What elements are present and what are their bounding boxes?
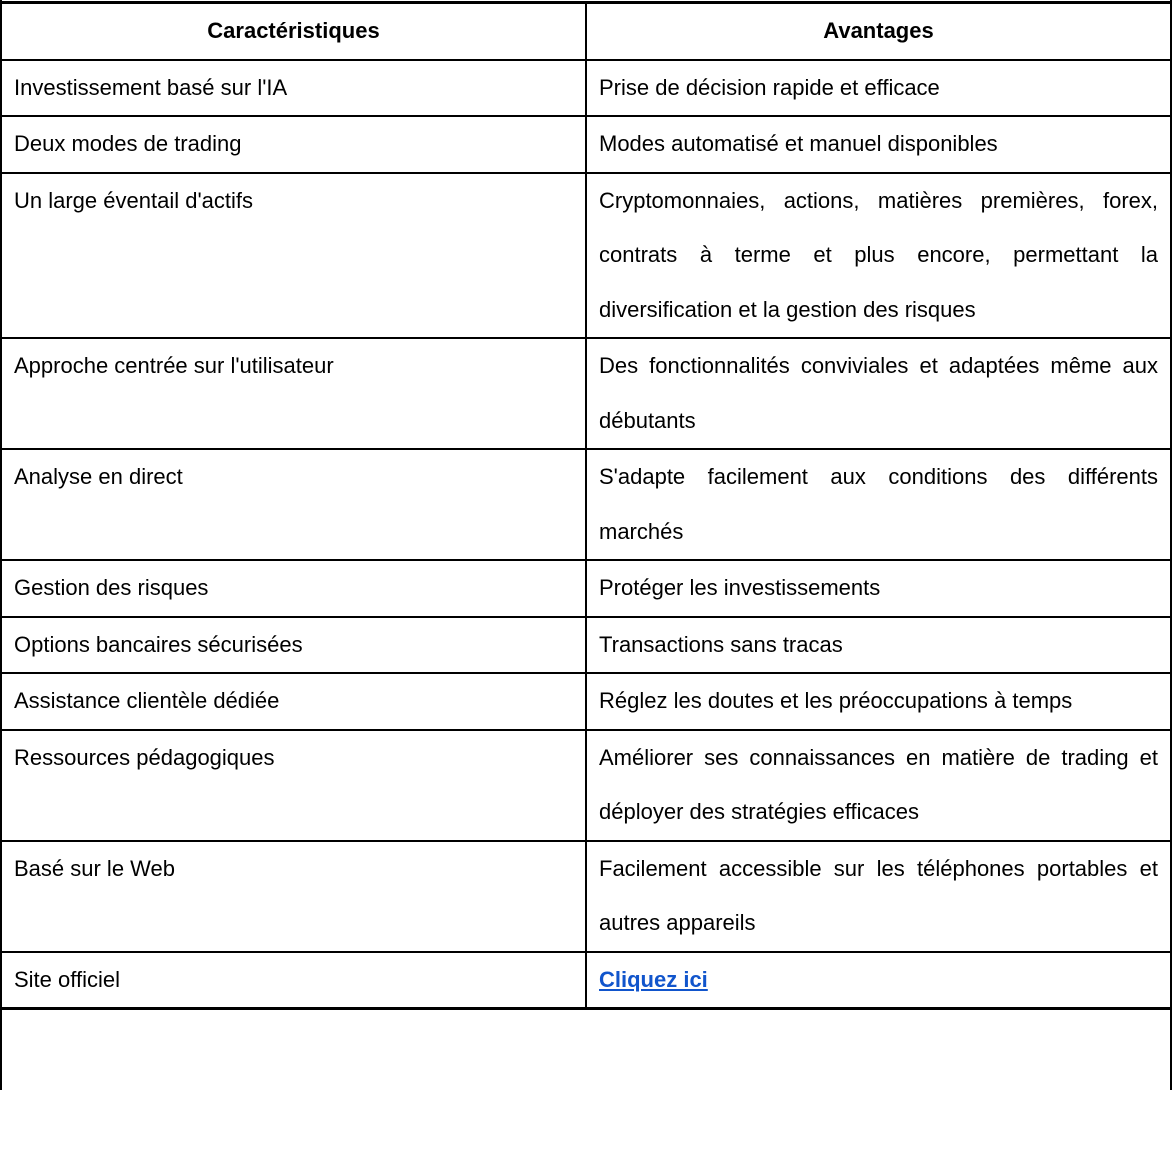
feature-cell: Analyse en direct [1,449,586,560]
table-row [1,673,1171,730]
feature-cell: Investissement basé sur l'IA [1,60,586,117]
advantage-cell: Facilement accessible sur les téléphones portables et autres appareils [586,841,1171,952]
table-row [1,560,1171,617]
advantage-cell: Réglez les doutes et les préoccupations à temps [586,673,1171,730]
advantage-cell: Modes automatisé et manuel disponibles [586,116,1171,173]
feature-cell: Ressources pédagogiques [1,730,586,841]
advantage-cell: S'adapte facilement aux conditions des différents marchés [586,449,1171,560]
table-header-row [1,3,1171,60]
feature-cell: Site officiel [1,952,586,1009]
table-row [1,338,1171,449]
feature-cell: Gestion des risques [1,560,586,617]
feature-cell: Un large éventail d'actifs [1,173,586,339]
table-row [1,60,1171,117]
column-header-advantages: Avantages [586,3,1171,60]
feature-cell: Deux modes de trading [1,116,586,173]
advantage-cell [586,952,1171,1009]
feature-cell: Options bancaires sécurisées [1,617,586,674]
advantage-cell: Cryptomonnaies, actions, matières premières, forex, contrats à terme et plus encore, permettant la diversification et la gestion des risques [586,173,1171,339]
feature-cell: Basé sur le Web [1,841,586,952]
table-row [1,841,1171,952]
table-row-bottom-clipped [1,1009,1171,1091]
advantage-cell: Transactions sans tracas [586,617,1171,674]
table-row [1,730,1171,841]
table-row [1,116,1171,173]
clipped-cell-bottom [1,1009,1171,1091]
table-row-official-site [1,952,1171,1009]
feature-cell: Approche centrée sur l'utilisateur [1,338,586,449]
advantage-cell: Protéger les investissements [586,560,1171,617]
advantage-cell: Des fonctionnalités conviviales et adaptées même aux débutants [586,338,1171,449]
column-header-features: Caractéristiques [1,3,586,60]
feature-cell: Assistance clientèle dédiée [1,673,586,730]
table-row [1,449,1171,560]
advantage-cell: Prise de décision rapide et efficace [586,60,1171,117]
table-row [1,617,1171,674]
table-row [1,173,1171,339]
advantage-cell: Améliorer ses connaissances en matière de trading et déployer des stratégies efficaces [586,730,1171,841]
official-site-link[interactable]: Cliquez ici [599,966,708,992]
